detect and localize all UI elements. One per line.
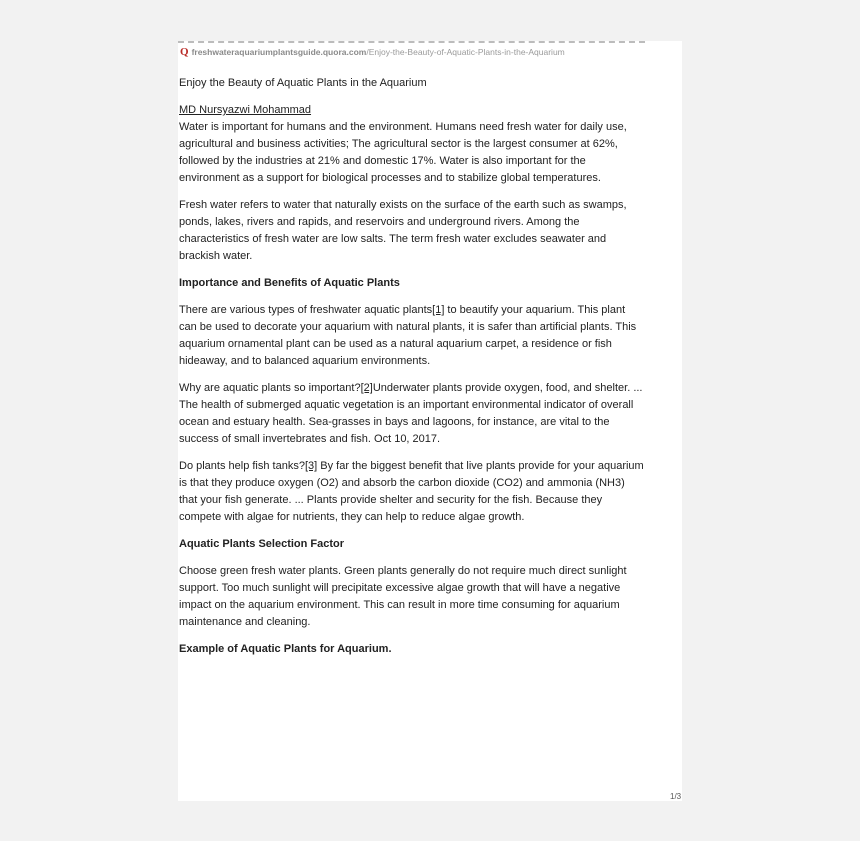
source-url[interactable] [180,46,565,58]
paragraph-3-text-a: There are various types of freshwater aquatic plants [179,304,433,316]
header-divider [178,41,645,43]
paragraph-4-text-a: Why are aquatic plants so important? [179,382,361,394]
heading-selection-factor: Aquatic Plants Selection Factor [179,538,345,550]
reference-link-1[interactable]: [1] [432,304,445,316]
author-link[interactable]: MD Nursyazwi Mohammad [179,104,312,116]
paragraph-intro [179,102,645,187]
reference-link-2[interactable]: [2] [360,382,373,394]
article-body [179,75,645,668]
paragraph-2: Fresh water refers to water that naturally exists on the surface of the earth such as swamps, ponds, lakes, rivers and rapids, and reservoirs and underground rivers. Among the characteristics of fresh water are low salts. The term fresh water excludes seawater and brackish water. [179,199,627,262]
heading-importance: Importance and Benefits of Aquatic Plants [179,277,400,289]
heading-examples: Example of Aquatic Plants for Aquarium. [179,643,392,655]
paragraph-6: Choose green fresh water plants. Green plants generally do not require much direct sunlight support. Too much sunlight will precipitate excessive algae growth that will have a negative impact on the aquarium environment. This can result in more time consuming for aquarium maintenance and cleaning. [179,565,627,628]
paragraph-4 [179,380,645,448]
article-title: Enjoy the Beauty of Aquatic Plants in the Aquarium [179,77,427,89]
paragraph-5-text-a: Do plants help fish tanks? [179,460,305,472]
source-domain: freshwateraquariumplantsguide.quora.com [191,47,367,57]
document-page [178,41,682,801]
source-path: /Enjoy-the-Beauty-of-Aquatic-Plants-in-the-Aquarium [366,47,565,57]
paragraph-5-text-b: By far the biggest benefit that live plants provide for your aquarium is that they produce oxygen (O2) and absorb the carbon dioxide (CO2) and ammonia (NH3) that your fish generate. ... Plants provide shelter and security for the fish. Because they compete with algae for nutrients, they can help to reduce algae growth. [179,460,644,523]
paragraph-1-text: Water is important for humans and the environment. Humans need fresh water for daily use, agricultural and business activities; The agricultural sector is the largest consumer at 62%, followed by the industries at 21% and domestic 17%. Water is also important for the environment as a support for biological processes and to stabilize global temperatures. [179,121,627,184]
page-number: 1/3 [670,792,682,801]
paragraph-3 [179,302,645,370]
paragraph-5 [179,458,645,526]
quora-logo-icon: Q [180,46,189,58]
paragraph-4-text-b: Underwater plants provide oxygen, food, and shelter. ... The health of submerged aquatic vegetation is an important environmental indicator of overall ocean and estuary health. Sea-grasses in bays and lagoons, for instance, are vital to the success of small invertebrates and fish. Oct 10, 2017. [179,382,643,445]
paragraph-3-text-b: to beautify your aquarium. This plant can be used to decorate your aquarium with natural plants, it is safer than artificial plants. This aquarium ornamental plant can be used as a natural aquarium carpet, a residence or fish hideaway, and to balanced aquarium environments. [179,304,637,367]
reference-link-3[interactable]: [3] [304,460,318,472]
